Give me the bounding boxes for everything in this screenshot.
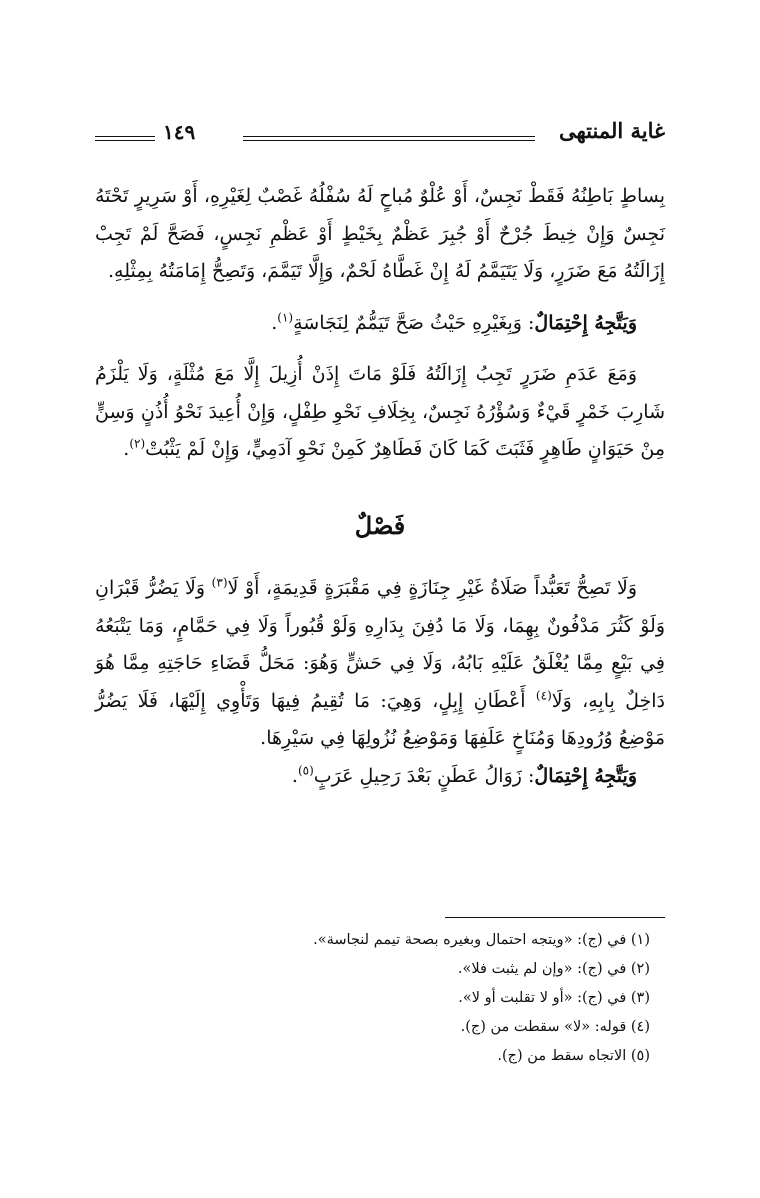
- ittijah-label: وَيَتَّجِهُ إِحْتِمَالٌ: [534, 764, 637, 787]
- footnote-divider: [445, 917, 665, 918]
- footnote: (٥) الاتجاه سقط من (ج).: [497, 1048, 650, 1064]
- paragraph-text: وَلَا تَصِحُّ تَعَبُّداً صَلَاةُ غَيْرِ جِنَازَةٍ فِي مَقْبَرَةٍ قَدِيمَةٍ، أَوْ لَا: [227, 577, 637, 599]
- main-text: [95, 178, 665, 795]
- running-header: [95, 118, 665, 158]
- paragraph-text: : زَوَالُ عَطَنٍ بَعْدَ رَحِيلِ عَرَبٍ: [313, 764, 535, 787]
- header-rule-short: [95, 136, 155, 141]
- paragraph: [95, 305, 665, 343]
- paragraph: [95, 356, 665, 469]
- footnote-ref: (٤): [535, 688, 552, 703]
- footnote: (٢) في (ج): «وإن لم يثبت فلا».: [457, 961, 650, 977]
- paragraph-text: : وَبِغَيْرِهِ حَيْثُ صَحَّ تَيَمُّمٌ لِنَجَاسَةٍ: [293, 311, 535, 334]
- book-title: غاية المنتهى: [558, 118, 665, 143]
- punctuation: .: [123, 438, 130, 460]
- footnote-ref: (٢): [129, 436, 146, 451]
- paragraph-text: أَعْطَانِ إِبِلٍ، وَهِيَ: مَا تُقِيمُ فِيهَا وَتَأْوِي إِلَيْهَا، فَلَا يَضُرُّ مَوْضِعُ وُرُودِهَا وَمُنَاخٍ عَلَفِهَا وَمَوْضِعُ نُزُولِهَا فِي سَيْرِهَا.: [95, 689, 665, 749]
- footnotes: [95, 926, 650, 1071]
- footnote: (٣) في (ج): «أو لا تقلبت أو لا».: [458, 990, 650, 1006]
- footnote: (١) في (ج): «ويتجه احتمال وبغيره بصحة تيمم لنجاسة».: [313, 932, 650, 948]
- paragraph: [95, 570, 665, 758]
- paragraph: بِساطٍ بَاطِنُهُ فَقَطْ نَجِسٌ، أَوْ عُلْوٌ مُباحٍ لَهُ سُفْلُهُ غَصْبٌ لِغَيْرِهِ، أَوْ سَرِيرٍ تَحْتَهُ نَجِسٌ وَإِنْ خِيطَ جُرْحٌ أَوْ جُبِرَ عَظْمٌ بِخَيْطٍ أَوْ عَظْمِ نَجِسٍ، فَصَحَّ لَمْ تَجِبْ إِزَالَتُهُ مَعَ ضَرَرٍ، وَلَا يَتَيَمَّمُ لَهُ إِنْ غَطَّاهُ لَحْمٌ، وَإِلَّا تَيَمَّمَ، وَتَصِحُّ إِمَامَتُهُ بِمِثْلِهِ.: [95, 185, 665, 282]
- footnote: (٤) قوله: «لا» سقطت من (ج).: [460, 1019, 650, 1035]
- punctuation: .: [271, 311, 278, 334]
- header-rule: [243, 136, 535, 141]
- section-heading: فَصْلٌ: [354, 510, 406, 540]
- paragraph: [95, 758, 665, 796]
- punctuation: .: [291, 764, 298, 787]
- page-number: ١٤٩: [163, 120, 196, 144]
- footnote-ref: (٥): [297, 763, 314, 778]
- paragraph-text: وَمَعَ عَدَمِ ضَرَرٍ تَجِبُ إِزَالَتُهُ فَلَوْ مَاتَ إِذَنْ أُزِيلَ إِلَّا مَعَ مُثْلَةٍ، وَلَا يَلْزَمُ شَارِبَ خَمْرٍ قَيْءٌ وَسُؤْرُهُ نَجِسٌ، بِخِلَافِ نَحْوِ طِفْلٍ، وَإِنْ أُعِيدَ نَحْوُ أُذُنٍ وَسِنٍّ مِنْ حَيَوَانٍ طَاهِرٍ فَثَبَتَ كَمَا كَانَ فَطَاهِرٌ كَمِنْ نَحْوِ آدَمِيٍّ، وَإِنْ لَمْ يَثْبُتْ: [95, 363, 665, 460]
- ittijah-label: وَيَتَّجِهُ إِحْتِمَالٌ: [534, 311, 637, 334]
- footnote-ref: (١): [277, 310, 294, 325]
- paragraph-text: وَلَا يَضُرُّ قَبْرَانِ وَلَوْ كَثُرَ مَدْفُونٌ بِهِمَا، وَلَا مَا دُفِنَ بِدَارِهِ وَلَوْ قُبُوراً وَلَا فِي حَمَّامٍ، وَمَا يَتْبَعُهُ فِي بَيْعٍ مِمَّا يُغْلَقُ عَلَيْهِ بَابُهُ، وَلَا فِي حَشٍّ وَهُوَ: مَحَلُّ قَضَاءِ حَاجَتِهِ مِمَّا هُوَ دَاخِلٌ بِابِهِ، وَلَا: [95, 577, 665, 712]
- footnote-ref: (٣): [211, 575, 228, 590]
